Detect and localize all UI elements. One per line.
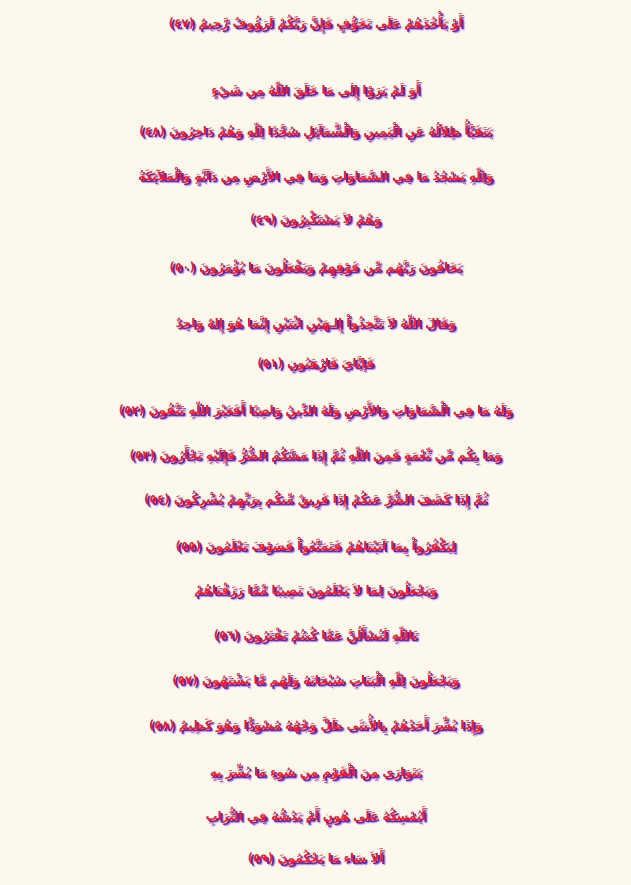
verse-line-55: لِيَكْفُرُواْ بِمَا آتَيْنَاهُمْ فَتَمَتَّعُواْ فَسَوْفَ تَعْلَمُونَ (٥٥) <box>175 539 456 553</box>
verse-line-53: وَمَا بِكُم مِّن نِّعْمَةٍ فَمِنَ اللّهِ ثُمَّ إِذَا مَسَّكُمُ الضُّرُّ فَإِلَيْهِ تَجْأَرُونَ (٥٣) <box>129 448 502 462</box>
verse-line-47: أَوْ يَأْخُذَهُمْ عَلَى تَخَوُّفٍ فَإِنَّ رَبَّكُمْ لَرَؤُوفٌ رَّحِيمٌ (٤٧) <box>168 16 463 30</box>
verse-line-51-end: فَإيَّايَ فَارْهَبُونِ (٥١) <box>257 356 374 370</box>
verse-line-51-start: وَقَالَ اللّهُ لاَ تَتَّخِذُواْ إِلـهَيْنِ اثْنَيْنِ إِنَّمَا هُوَ إِلهٌ وَاحِدٌ <box>175 316 456 330</box>
verse-line-48-end: يَتَفَيَّأُ ظِلاَلُهُ عَنِ الْيَمِينِ وَالْشَّمَآئِلِ سُجَّدًا لِلّهِ وَهُمْ دَاخِرُونَ (٤٨) <box>139 124 492 138</box>
verse-line-54: ثُمَّ إِذَا كَشَفَ الضُّرَّ عَنكُمْ إِذَا فَرِيقٌ مِّنكُم بِرَبِّهِمْ يُشْرِكُونَ (٥٤) <box>143 492 488 506</box>
verse-line-58: وَإِذَا بُشِّرَ أَحَدُهُمْ بِالأُنثَى ظَلَّ وَجْهُهُ مُسْوَدًّا وَهُوَ كَظِيمٌ (٥٨) <box>148 718 483 732</box>
verse-line-56-start: وَيَجْعَلُونَ لِمَا لاَ يَعْلَمُونَ نَصِيبًا مِّمَّا رَزَقْنَاهُمْ <box>194 583 437 597</box>
verse-line-57: وَيَجْعَلُونَ لِلّهِ الْبَنَاتِ سُبْحَانَهُ وَلَهُم مَّا يَشْتَهُونَ (٥٧) <box>172 673 459 687</box>
verse-line-59-middle: أَيُمْسِكُهُ عَلَى هُونٍ أَمْ يَدُسُّهُ فِي التُّرَابِ <box>205 809 426 823</box>
verse-line-59-start: يَتَوَارَى مِنَ الْقَوْمِ مِن سُوءِ مَا بُشِّرَ بِهِ <box>209 765 422 779</box>
verse-line-50: يَخَافُونَ رَبَّهُم مِّن فَوْقِهِمْ وَيَفْعَلُونَ مَا يُؤْمَرُونَ (٥٠) <box>169 260 462 274</box>
verse-line-48-start: أَوَ لَمْ يَرَوْا إِلَى مَا خَلَقَ اللّهُ مِن شَيْءٍ <box>211 83 420 97</box>
verse-line-49-start: وَلِلّهِ يَسْجُدُ مَا فِي السَّمَاوَاتِ وَمَا فِي الأَرْضِ مِن دَآبَّةٍ وَالْمَلآئِكَةُ <box>138 169 493 183</box>
verse-line-49-end: وَهُمْ لاَ يَسْتَكْبِرُونَ (٤٩) <box>250 212 381 226</box>
verse-line-56-end: تَاللّهِ لَتُسْأَلُنَّ عَمَّا كُنتُمْ تَفْتَرُونَ (٥٦) <box>213 628 418 642</box>
verse-line-52: وَلَهُ مَا فِي الْسَّمَاوَاتِ وَالأَرْضِ وَلَهُ الدِّينُ وَاصِبًا أَفَغَيْرَ اللّهِ تَتَّقُونَ (٥٢) <box>118 403 513 417</box>
verse-line-59-end: أَلاَ سَاء مَا يَحْكُمُونَ (٥٩) <box>247 851 384 865</box>
